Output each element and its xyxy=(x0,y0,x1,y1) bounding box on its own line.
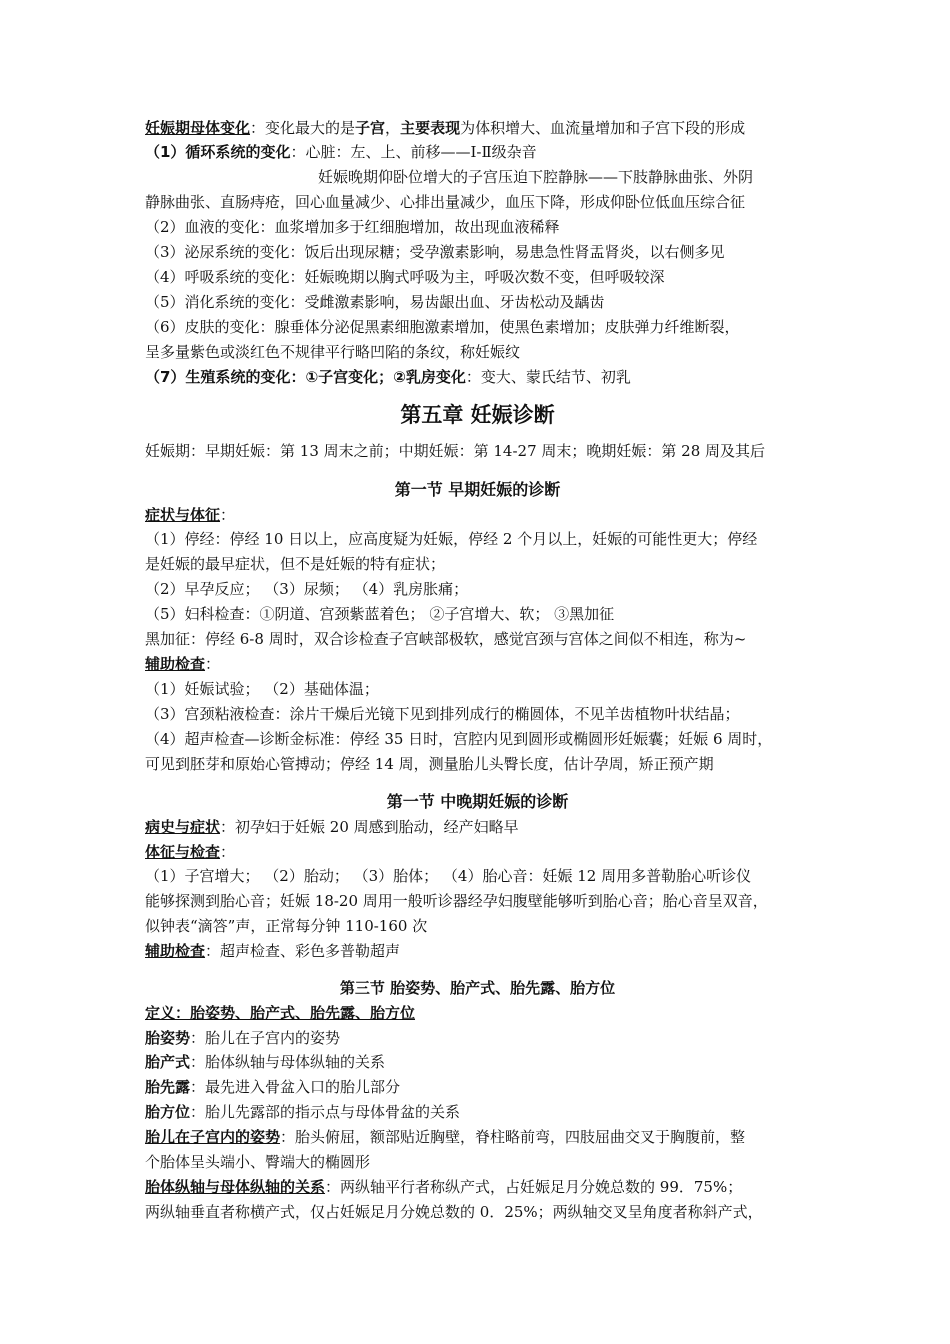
term-definition: ：胎体纵轴与母体纵轴的关系 xyxy=(190,1053,386,1071)
text-line: （2）早孕反应； （3）尿频； （4）乳房胀痛； xyxy=(145,580,469,598)
bold-term: 主要表现 xyxy=(400,119,461,137)
text-line: 个胎体呈头端小、臀端大的椭圆形 xyxy=(145,1153,371,1171)
symptoms-heading: 症状与体征 xyxy=(145,506,221,524)
term-line xyxy=(145,1100,810,1124)
definition-heading xyxy=(145,1001,810,1025)
text-line: 能够探测到胎心音；妊娠 18-20 周用一般听诊器经孕妇腹壁能够听到胎心音；胎心音呈双音， xyxy=(145,892,768,910)
text-line: （5）消化系统的变化：受雌激素影响，易齿龈出血、牙齿松动及龋齿 xyxy=(145,293,605,311)
text-span: ：心脏：左、上、前移——Ⅰ-Ⅱ级杂音 xyxy=(290,143,537,161)
term-line xyxy=(145,1026,810,1050)
signs-heading-line xyxy=(145,840,810,864)
text-line: （4）超声检查—诊断金标准：停经 35 日时，宫腔内见到圆形或椭圆形妊娠囊；妊娠 6 周时， xyxy=(145,730,773,748)
section-title: 第一节 中晚期妊娠的诊断 xyxy=(386,792,569,811)
text-span: 为体积增大、血流量增加和子宫下段的形成 xyxy=(460,119,746,137)
text-span: ：变化最大的是 xyxy=(250,119,356,137)
fetal-attitude-line xyxy=(145,1125,810,1149)
aux-line xyxy=(145,939,810,963)
term-definition: ：最先进入骨盆入口的胎儿部分 xyxy=(190,1078,401,1096)
text-line: （5）妇科检查：①阴道、宫颈紫蓝着色； ②子宫增大、软； ③黑加征 xyxy=(145,605,615,623)
chapter-title: 第五章 妊娠诊断 xyxy=(400,403,555,427)
text-span: ： xyxy=(220,506,236,524)
text-line: （6）皮肤的变化：腺垂体分泌促黑素细胞激素增加，使黑色素增加；皮肤弹力纤维断裂， xyxy=(145,318,740,336)
fetal-lie-line xyxy=(145,1175,810,1199)
text-line: （1）停经：停经 10 日以上，应高度疑为妊娠，停经 2 个月以上，妊娠的可能性更大；停经 xyxy=(145,530,758,548)
maternal-changes-heading: 妊娠期母体变化 xyxy=(145,119,251,137)
circulatory-heading: （1）循环系统的变化 xyxy=(145,143,291,161)
term-definition: ：胎儿在子宫内的姿势 xyxy=(190,1029,341,1047)
reproductive-line xyxy=(145,365,810,389)
text-line: 呈多量紫色或淡红色不规律平行略凹陷的条纹，称妊娠纹 xyxy=(145,343,521,361)
section-title: 第一节 早期妊娠的诊断 xyxy=(394,480,561,499)
text-line: 黑加征：停经 6-8 周时，双合诊检查子宫峡部极软，感觉宫颈与宫体之间似不相连，称为~ xyxy=(145,630,747,648)
history-heading: 病史与症状 xyxy=(145,818,221,836)
pregnancy-period-line: 妊娠期：早期妊娠：第 13 周末之前；中期妊娠：第 14-27 周末；晚期妊娠：第 28 周及其后 xyxy=(145,442,766,460)
definition-heading-text: 定义：胎姿势、胎产式、胎先露、胎方位 xyxy=(145,1004,416,1022)
text-line: 似钟表“滴答”声，正常每分钟 110-160 次 xyxy=(145,917,428,935)
text-line: （1）子宫增大； （2）胎动； （3）胎体； （4）胎心音：妊娠 12 周用多普勒胎心听诊仪 xyxy=(145,867,752,885)
maternal-changes-line xyxy=(145,116,810,140)
text-span: ：初孕妇于妊娠 20 周感到胎动，经产妇略早 xyxy=(220,818,519,836)
text-line: （2）血液的变化：血浆增加多于红细胞增加，故出现血液稀释 xyxy=(145,218,560,236)
text-span: ：胎头俯屈，额部贴近胸壁，脊柱略前弯，四肢屈曲交叉于胸腹前，整 xyxy=(280,1128,746,1146)
text-line: （1）妊娠试验； （2）基础体温； xyxy=(145,680,379,698)
circulatory-line xyxy=(145,140,810,164)
aux-exam-heading: 辅助检查 xyxy=(145,942,206,960)
term: 胎产式 xyxy=(145,1053,191,1071)
text-line: （4）呼吸系统的变化：妊娠晚期以胸式呼吸为主，呼吸次数不变，但呼吸较深 xyxy=(145,268,665,286)
term-line xyxy=(145,1050,810,1074)
text-span: ： xyxy=(220,843,236,861)
term: 胎姿势 xyxy=(145,1029,191,1047)
symptoms-heading-line xyxy=(145,503,810,527)
text-line: （3）泌尿系统的变化：饭后出现尿糖；受孕激素影响，易患急性肾盂肾炎，以右侧多见 xyxy=(145,243,725,261)
text-span: ：两纵轴平行者称纵产式，占妊娠足月分娩总数的 99．75%； xyxy=(325,1178,743,1196)
history-line xyxy=(145,815,810,839)
aux-exam-heading: 辅助检查 xyxy=(145,655,206,673)
text-span: ：超声检查、彩色多普勒超声 xyxy=(205,942,401,960)
term: 胎方位 xyxy=(145,1103,191,1121)
text-span: ： xyxy=(205,655,221,673)
section-title: 第三节 胎姿势、胎产式、胎先露、胎方位 xyxy=(339,979,616,997)
text-span: ：变大、蒙氏结节、初乳 xyxy=(465,368,631,386)
fetal-attitude-heading: 胎儿在子宫内的姿势 xyxy=(145,1128,281,1146)
fetal-lie-heading: 胎体纵轴与母体纵轴的关系 xyxy=(145,1178,326,1196)
bold-term: 子宫 xyxy=(355,119,386,137)
reproductive-heading: （7）生殖系统的变化：①子宫变化；②乳房变化 xyxy=(145,368,466,386)
term: 胎先露 xyxy=(145,1078,191,1096)
text-line: 静脉曲张、直肠痔疮，回心血量减少、心排出量减少，血压下降，形成仰卧位低血压综合征 xyxy=(145,193,746,211)
text-span: ， xyxy=(385,119,401,137)
signs-heading: 体征与检查 xyxy=(145,843,221,861)
text-line: （3）宫颈粘液检查：涂片干燥后光镜下见到排列成行的椭圆体，不见羊齿植物叶状结晶； xyxy=(145,705,740,723)
text-line: 妊娠晚期仰卧位增大的子宫压迫下腔静脉——下肢静脉曲张、外阴 xyxy=(318,168,754,186)
term-definition: ：胎儿先露部的指示点与母体骨盆的关系 xyxy=(190,1103,461,1121)
aux-heading-line xyxy=(145,652,810,676)
term-line xyxy=(145,1075,810,1099)
text-line: 可见到胚芽和原始心管搏动；停经 14 周，测量胎儿头臀长度，估计孕周，矫正预产期 xyxy=(145,755,714,773)
text-line: 两纵轴垂直者称横产式，仅占妊娠足月分娩总数的 0．25%；两纵轴交叉呈角度者称斜产式， xyxy=(145,1203,763,1221)
text-line: 是妊娠的最早症状，但不是妊娠的特有症状； xyxy=(145,555,446,573)
